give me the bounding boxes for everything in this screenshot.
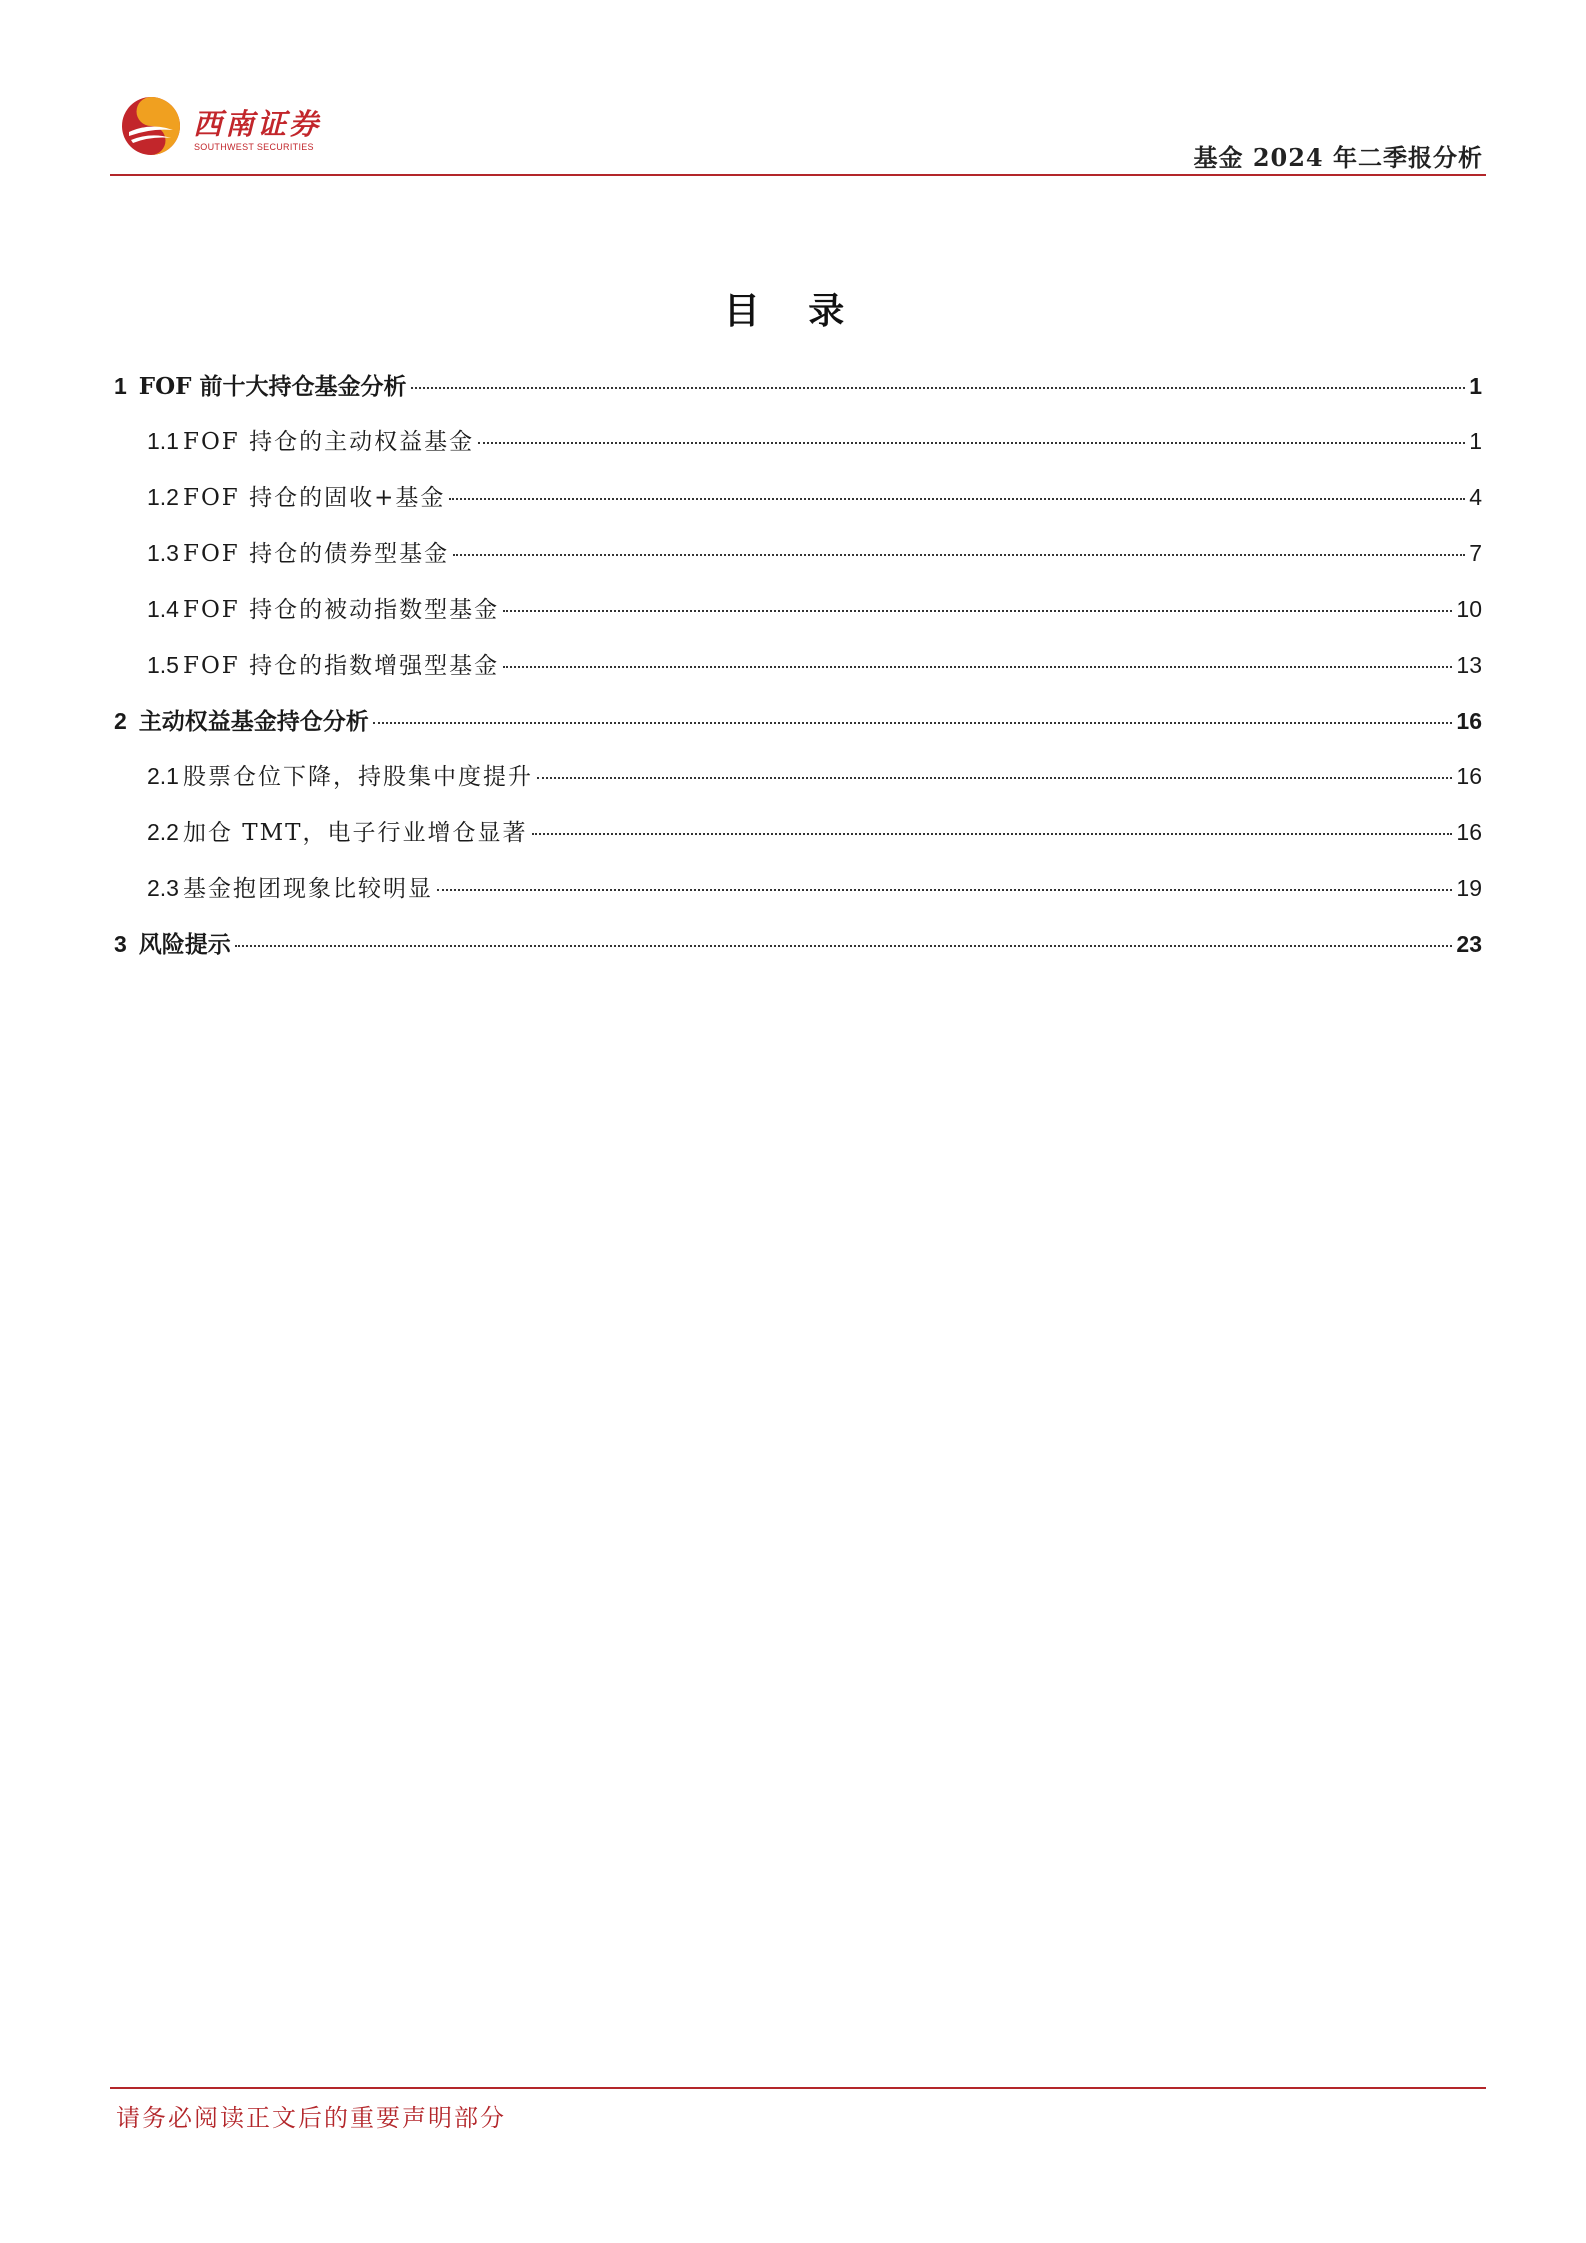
toc-entry-page: 1	[1469, 428, 1482, 454]
toc-entry[interactable]	[114, 926, 1482, 981]
toc-entry-number: 2	[114, 708, 127, 734]
toc-entry[interactable]	[114, 647, 1482, 703]
header-divider	[110, 174, 1486, 176]
toc-entry-page: 4	[1469, 484, 1482, 510]
toc-dot-leader	[437, 889, 1452, 891]
toc-entry-page: 13	[1456, 652, 1482, 678]
toc-entry-number: 3	[114, 931, 127, 957]
toc-entry-page: 16	[1456, 708, 1482, 734]
toc-entry-number: 1.3	[147, 540, 179, 566]
toc-entry[interactable]	[114, 591, 1482, 647]
toc-entry[interactable]	[114, 870, 1482, 926]
toc-entry-title: 主动权益基金持仓分析	[138, 708, 369, 735]
toc-entry-title: 股票仓位下降，持股集中度提升	[182, 764, 533, 790]
toc-entry-title: FOF 持仓的被动指数型基金	[182, 597, 500, 623]
toc-dot-leader	[503, 610, 1452, 612]
toc-entry-page: 7	[1469, 540, 1482, 566]
toc-entry-title: 风险提示	[138, 931, 231, 958]
toc-dot-leader	[411, 387, 1466, 389]
toc-entry[interactable]	[114, 758, 1482, 814]
toc-dot-leader	[532, 833, 1453, 835]
toc-entry-number: 2.1	[147, 763, 179, 789]
toc-dot-leader	[449, 498, 1465, 500]
toc-entry-page: 10	[1456, 596, 1482, 622]
toc-entry-number: 1.2	[147, 484, 179, 510]
toc-entry-page: 19	[1456, 875, 1482, 901]
company-logo	[121, 96, 341, 166]
toc-entry-title: FOF 持仓的指数增强型基金	[182, 653, 500, 679]
toc-entry[interactable]	[114, 703, 1482, 758]
report-title: 基金 2024 年二季报分析	[1193, 143, 1483, 172]
toc-entry-number: 1	[114, 373, 127, 399]
toc-entry-page: 16	[1456, 763, 1482, 789]
toc-entry-number: 1.5	[147, 652, 179, 678]
toc-entry-title: 基金抱团现象比较明显	[182, 876, 433, 902]
toc-dot-leader	[235, 945, 1453, 947]
toc-entry-title: FOF 持仓的债券型基金	[182, 541, 450, 567]
toc-entry-page: 23	[1456, 931, 1482, 957]
toc-entry[interactable]	[114, 423, 1482, 479]
toc-entry-page: 16	[1456, 819, 1482, 845]
toc-entry-number: 1.1	[147, 428, 179, 454]
toc-entry-number: 1.4	[147, 596, 179, 622]
toc-dot-leader	[503, 666, 1452, 668]
toc-entry[interactable]	[114, 814, 1482, 870]
logo-english-name: SOUTHWEST SECURITIES	[194, 142, 314, 152]
toc-entry-title: 加仓 TMT，电子行业增仓显著	[182, 820, 528, 846]
toc-entry[interactable]	[114, 368, 1482, 423]
table-of-contents	[114, 368, 1482, 981]
toc-entry-number: 2.2	[147, 819, 179, 845]
toc-dot-leader	[478, 442, 1465, 444]
toc-dot-leader	[373, 722, 1453, 724]
footer-disclaimer: 请务必阅读正文后的重要声明部分	[116, 2104, 506, 2132]
toc-entry[interactable]	[114, 535, 1482, 591]
toc-dot-leader	[453, 554, 1465, 556]
toc-entry-page: 1	[1469, 373, 1482, 399]
toc-entry[interactable]	[114, 479, 1482, 535]
toc-entry-title: FOF 前十大持仓基金分析	[138, 373, 407, 400]
toc-entry-number: 2.3	[147, 875, 179, 901]
toc-entry-title: FOF 持仓的固收+基金	[182, 485, 446, 511]
toc-heading: 目 录	[723, 290, 863, 332]
toc-dot-leader	[537, 777, 1452, 779]
logo-chinese-name: 西南证券	[193, 107, 322, 141]
logo-emblem-icon	[121, 96, 181, 156]
footer-divider	[110, 2087, 1486, 2089]
toc-entry-title: FOF 持仓的主动权益基金	[182, 429, 475, 455]
